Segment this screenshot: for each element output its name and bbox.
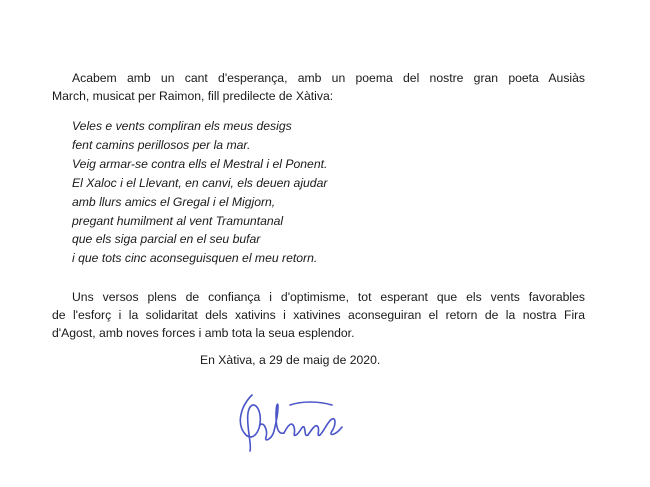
handwritten-signature (232, 385, 350, 455)
poem-line: Veig armar-se contra ells el Mestral i el Ponent. (72, 156, 328, 171)
poem-line: Veles e vents compliran els meus desigs (72, 119, 292, 133)
closing-line-1: Uns versos plens de confiança i d'optimisme, tot esperant que els vents favorables (72, 290, 585, 304)
poem (72, 117, 327, 268)
intro-line-1: Acabem amb un cant d'esperança, amb un poema del nostre gran poeta Ausiàs (72, 71, 585, 85)
closing-line-2: de l'esforç i la solidaritat dels xativins i xativines aconseguiran el retorn de la nostra Fira (52, 308, 585, 322)
poem-line: El Xaloc i el Llevant, en canvi, els deuen ajudar (72, 175, 328, 190)
closing-line-3: d'Agost, amb noves forces i amb tota la seua esplendor. (52, 326, 355, 340)
poem-line: amb llurs amics el Gregal i el Migjorn, (72, 194, 276, 209)
poem-line: pregant humilment al vent Tramuntanal (72, 213, 284, 228)
poem-line: que els siga parcial en el seu bufar (72, 232, 261, 247)
poem-line: i que tots cinc aconseguisquen el meu retorn. (72, 251, 318, 266)
intro-line-2: March, musicat per Raimon, fill predilecte de Xàtiva: (52, 89, 334, 103)
dateline: En Xàtiva, a 29 de maig de 2020. (200, 353, 381, 367)
intro-paragraph (52, 69, 585, 105)
poem-line: fent camins perillosos per la mar. (72, 137, 251, 152)
closing-paragraph (52, 288, 585, 342)
